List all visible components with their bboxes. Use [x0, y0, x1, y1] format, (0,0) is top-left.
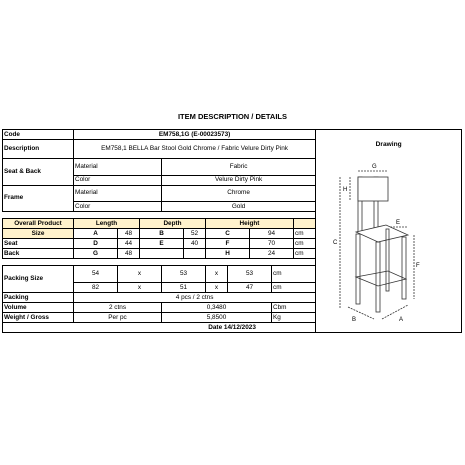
frame-material: Chrome	[162, 185, 316, 202]
overall-c-value: 94	[250, 229, 294, 239]
bar-stool-drawing	[316, 149, 462, 329]
frame-label: Frame	[3, 185, 74, 212]
overall-label-line2: Size	[3, 229, 74, 239]
packing-size-1-x2: x	[206, 266, 228, 283]
drawing-label-e: E	[396, 220, 401, 226]
overall-a-value: 48	[118, 229, 140, 239]
seat-c: F	[206, 239, 250, 249]
volume-qty: 2 ctns	[74, 303, 162, 313]
back-a-value: 48	[118, 249, 140, 259]
packing-label: Packing	[3, 293, 74, 303]
overall-length-header: Length	[74, 219, 140, 229]
footrest	[356, 271, 406, 286]
item-details-table	[2, 129, 462, 333]
back-c: H	[206, 249, 250, 259]
volume-value: 0,3480	[162, 303, 272, 313]
overall-b: B	[140, 229, 184, 239]
drawing-label-h: H	[343, 187, 348, 193]
date: Date 14/12/2023	[3, 323, 462, 333]
overall-b-value: 52	[184, 229, 206, 239]
sheet-title: ITEM DESCRIPTION / DETAILS	[177, 112, 288, 121]
back-unit: cm	[294, 249, 316, 259]
frame-material-label: Material	[74, 185, 162, 202]
frame-color: Gold	[162, 202, 316, 212]
packing-size-2-height: 47	[228, 283, 272, 293]
backrest	[358, 177, 388, 201]
seat-back-label: Seat & Back	[3, 159, 74, 186]
packing-value: 4 pcs / 2 ctns	[74, 293, 316, 303]
dim-a-line	[382, 305, 408, 319]
back-right-leg	[402, 237, 406, 299]
packing-size-2-length: 82	[74, 283, 118, 293]
seat-back-color-label: Color	[74, 175, 162, 185]
packing-size-1-length: 54	[74, 266, 118, 283]
seat-b: E	[140, 239, 184, 249]
drawing-cell	[316, 130, 462, 333]
seat-a: D	[74, 239, 118, 249]
weight-unit: Kg	[272, 313, 316, 323]
weight-value: 5,8500	[162, 313, 272, 323]
overall-a: A	[74, 229, 118, 239]
back-a: G	[74, 249, 118, 259]
overall-label-line1: Overall Product	[3, 219, 74, 229]
frame-color-label: Color	[74, 202, 162, 212]
weight-label: Weight / Gross	[3, 313, 74, 323]
packing-size-1-height: 53	[228, 266, 272, 283]
drawing-title: Drawing	[375, 141, 402, 148]
front-right-leg	[376, 242, 380, 312]
code-value: EM758,1G (E-00023573)	[74, 130, 316, 140]
description-value: EM758,1 BELLA Bar Stool Gold Chrome / Fabric Velure Dirty Pink	[74, 140, 316, 159]
packing-size-1-x1: x	[118, 266, 162, 283]
drawing-label-b: B	[352, 317, 357, 323]
back-label: Back	[3, 249, 74, 259]
packing-size-2-width: 51	[162, 283, 206, 293]
seat	[356, 225, 408, 242]
packing-size-1-width: 53	[162, 266, 206, 283]
front-left-leg	[356, 234, 360, 304]
drawing-label-g: G	[372, 164, 377, 170]
code-label: Code	[3, 130, 74, 140]
drawing-label-c: C	[333, 240, 338, 246]
packing-size-2-x1: x	[118, 283, 162, 293]
packing-size-1-unit: cm	[272, 266, 316, 283]
volume-unit: Cbm	[272, 303, 316, 313]
seat-b-value: 40	[184, 239, 206, 249]
seat-back-color: Velure Dirty Pink	[162, 175, 316, 185]
description-label: Description	[3, 140, 74, 159]
drawing-label-f: F	[416, 263, 420, 269]
overall-depth-header: Depth	[140, 219, 206, 229]
packing-size-label: Packing Size	[3, 266, 74, 293]
packing-size-2-x2: x	[206, 283, 228, 293]
weight-qty: Per pc	[74, 313, 162, 323]
overall-unit: cm	[294, 229, 316, 239]
seat-unit: cm	[294, 239, 316, 249]
seat-label: Seat	[3, 239, 74, 249]
packing-size-2-unit: cm	[272, 283, 316, 293]
back-c-value: 24	[250, 249, 294, 259]
overall-height-header: Height	[206, 219, 294, 229]
seat-back-material: Fabric	[162, 159, 316, 176]
code-row	[3, 130, 462, 140]
drawing-label-a: A	[399, 317, 404, 323]
seat-back-material-label: Material	[74, 159, 162, 176]
seat-a-value: 44	[118, 239, 140, 249]
volume-label: Volume	[3, 303, 74, 313]
seat-c-value: 70	[250, 239, 294, 249]
overall-c: C	[206, 229, 250, 239]
